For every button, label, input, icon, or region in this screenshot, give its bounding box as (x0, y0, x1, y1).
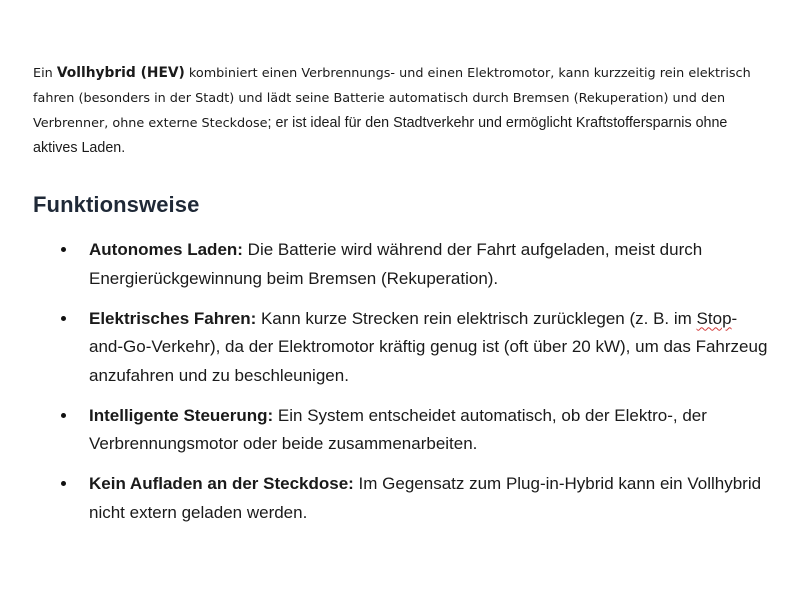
bullet-text: Im Gegensatz zum Plug-in-Hybrid kann ein Vollhybrid nicht extern geladen werden. (89, 474, 762, 522)
bullet-text: -and-Go-Verkehr), da der Elektromotor kräftig genug ist (oft über 20 kW), um das Fahrzeug anzufahren und zu beschleunigen. (89, 308, 768, 385)
intro-paragraph (33, 61, 763, 160)
bullet-icon (61, 316, 66, 321)
bullet-label: Kein Aufladen an der Steckdose: (89, 474, 354, 493)
bullet-icon (61, 247, 66, 252)
bullet-text: Ein System entscheidet automatisch, ob der Elektro-, der Verbrennungsmotor oder beide zusammenarbeiten. (89, 405, 707, 453)
bullet-label: Autonomes Laden: (89, 240, 243, 259)
bullet-label: Elektrisches Fahren: (89, 308, 257, 328)
intro-text-start: Ein (33, 66, 57, 82)
bullet-icon (61, 413, 66, 418)
list-item (0, 402, 769, 459)
section-heading: Funktionsweise (33, 192, 200, 217)
bullet-icon (61, 481, 66, 486)
bullet-text: Die Batterie wird während der Fahrt aufgeladen, meist durch Energierückgewinnung beim Bremsen (Rekuperation). (89, 240, 703, 288)
intro-term-bold: Vollhybrid (HEV) (56, 65, 185, 82)
bullet-text: Kann kurze Strecken rein elektrisch zurücklegen (z. B. im (256, 308, 697, 328)
bullet-list (0, 236, 800, 539)
spellcheck-marked-word[interactable]: Stop (696, 308, 732, 328)
intro-text-middle: kombiniert einen Verbrennungs- und einen Elektromotor, kann kurzzeitig rein elektrisch fahren (besonders in der Stadt) und lädt seine Batterie automatisch durch Bremsen (Rekuperation) und den Verbrenner, ohne externe Steckdose (33, 66, 751, 132)
list-item (0, 236, 769, 293)
bullet-label: Intelligente Steuerung: (89, 405, 274, 425)
list-item (0, 305, 769, 391)
list-item (0, 470, 769, 527)
intro-text-end: ; er ist ideal für den Stadtverkehr und ermöglicht Kraftstoffersparnis ohne aktives Laden. (33, 115, 728, 157)
